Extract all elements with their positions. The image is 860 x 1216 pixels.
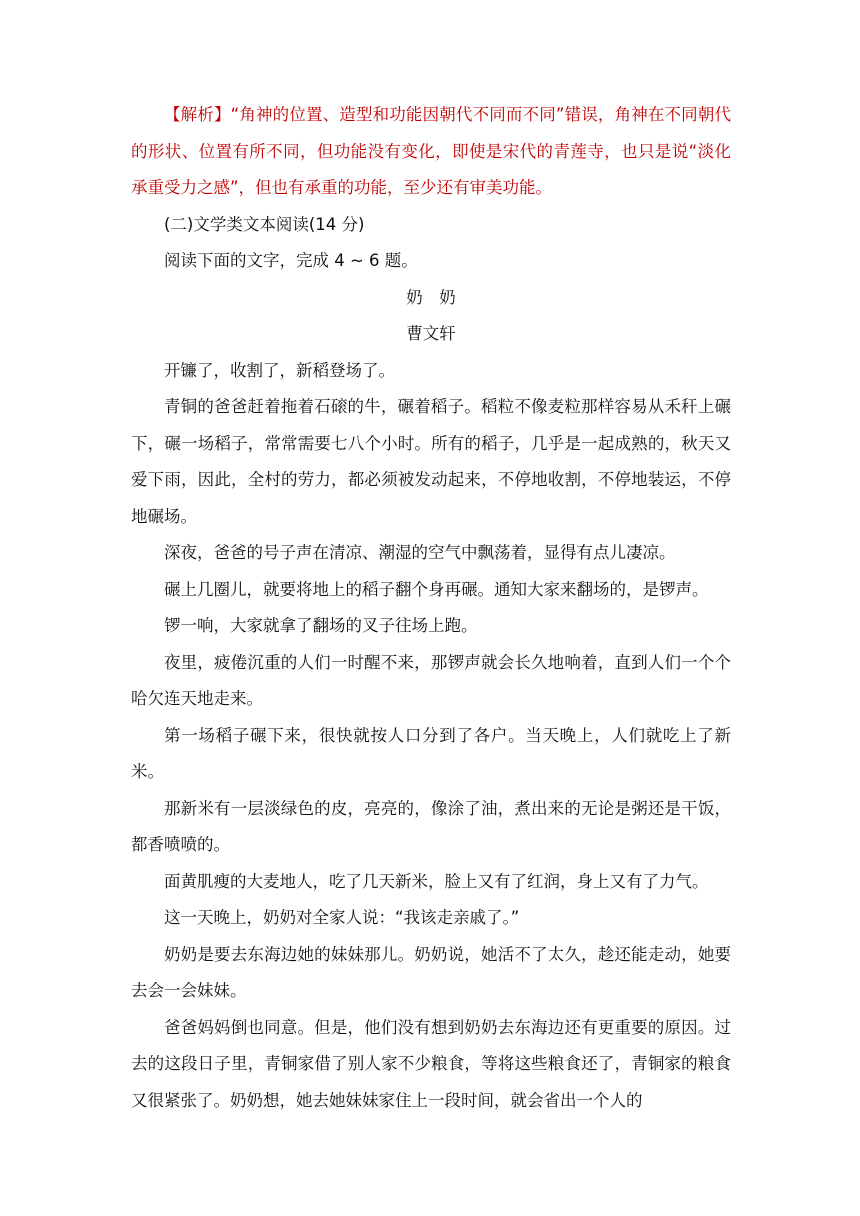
story-paragraph: 面黄肌瘦的大麦地人，吃了几天新米，脸上又有了红润，身上又有了力气。: [164, 871, 709, 891]
story-paragraph: 这一天晚上，奶奶对全家人说：“我该走亲戚了。”: [164, 908, 520, 927]
story-paragraph: 深夜，爸爸的号子声在清凉、潮湿的空气中飘荡着，显得有点儿凄凉。: [164, 543, 676, 562]
story-paragraph: 碾上几圈儿，就要将地上的稻子翻个身再碾。通知大家来翻场的，是锣声。: [164, 579, 709, 599]
document-body: [131, 97, 731, 1119]
story-paragraph: 那新米有一层淡绿色的皮，亮亮的，像涂了油，煮出来的无论是粥还是干饭，都香喷喷的。: [131, 798, 731, 854]
story-paragraph: 奶奶是要去东海边她的妹妹那儿。奶奶说，她活不了太久，趁还能走动，她要去会一会妹妹。: [131, 944, 731, 1000]
story-title: 奶 奶: [406, 287, 456, 307]
story-paragraph: 第一场稻子碾下来，很快就按人口分到了各户。当天晚上，人们就吃上了新米。: [131, 725, 731, 781]
story-paragraph: 爸爸妈妈倒也同意。但是，他们没有想到奶奶去东海边还有更重要的原因。过去的这段日子里，青铜家借了别人家不少粮食，等将这些粮食还了，青铜家的粮食又很紧张了。奶奶想，她去她妹妹家住上一段时间，就会省出一个人的: [131, 1017, 731, 1110]
analysis-text: “角神的位置、造型和功能因朝代不同而不同”错误，角神在不同朝代的形状、位置有所不同，但功能没有变化，即使是宋代的青莲寺，也只是说“淡化承重受力之感”，但也有承重的功能，至少还有审美功能。: [131, 105, 731, 197]
section-heading: (二)文学类文本阅读(14 分): [164, 214, 365, 234]
story-paragraph: 夜里，疲倦沉重的人们一时醒不来，那锣声就会长久地响着，直到人们一个个哈欠连天地走来。: [131, 652, 731, 708]
reading-instruction: 阅读下面的文字，完成 4 ~ 6 题。: [164, 251, 418, 270]
story-paragraph: 开镰了，收割了，新稻登场了。: [164, 360, 395, 380]
analysis-paragraph: [131, 97, 731, 207]
story-paragraph: 青铜的爸爸赶着拖着石磙的牛，碾着稻子。稻粒不像麦粒那样容易从禾秆上碾下，碾一场稻子，常常需要七八个小时。所有的稻子，几乎是一起成熟的，秋天又爱下雨，因此，全村的劳力，都必须被发动起来，不停地收割，不停地装运，不停地碾场。: [131, 397, 731, 526]
analysis-tag: 【解析】: [164, 105, 231, 124]
story-author: 曹文轩: [406, 324, 456, 343]
story-paragraph: 锣一响，大家就拿了翻场的叉子往场上跑。: [164, 616, 478, 635]
